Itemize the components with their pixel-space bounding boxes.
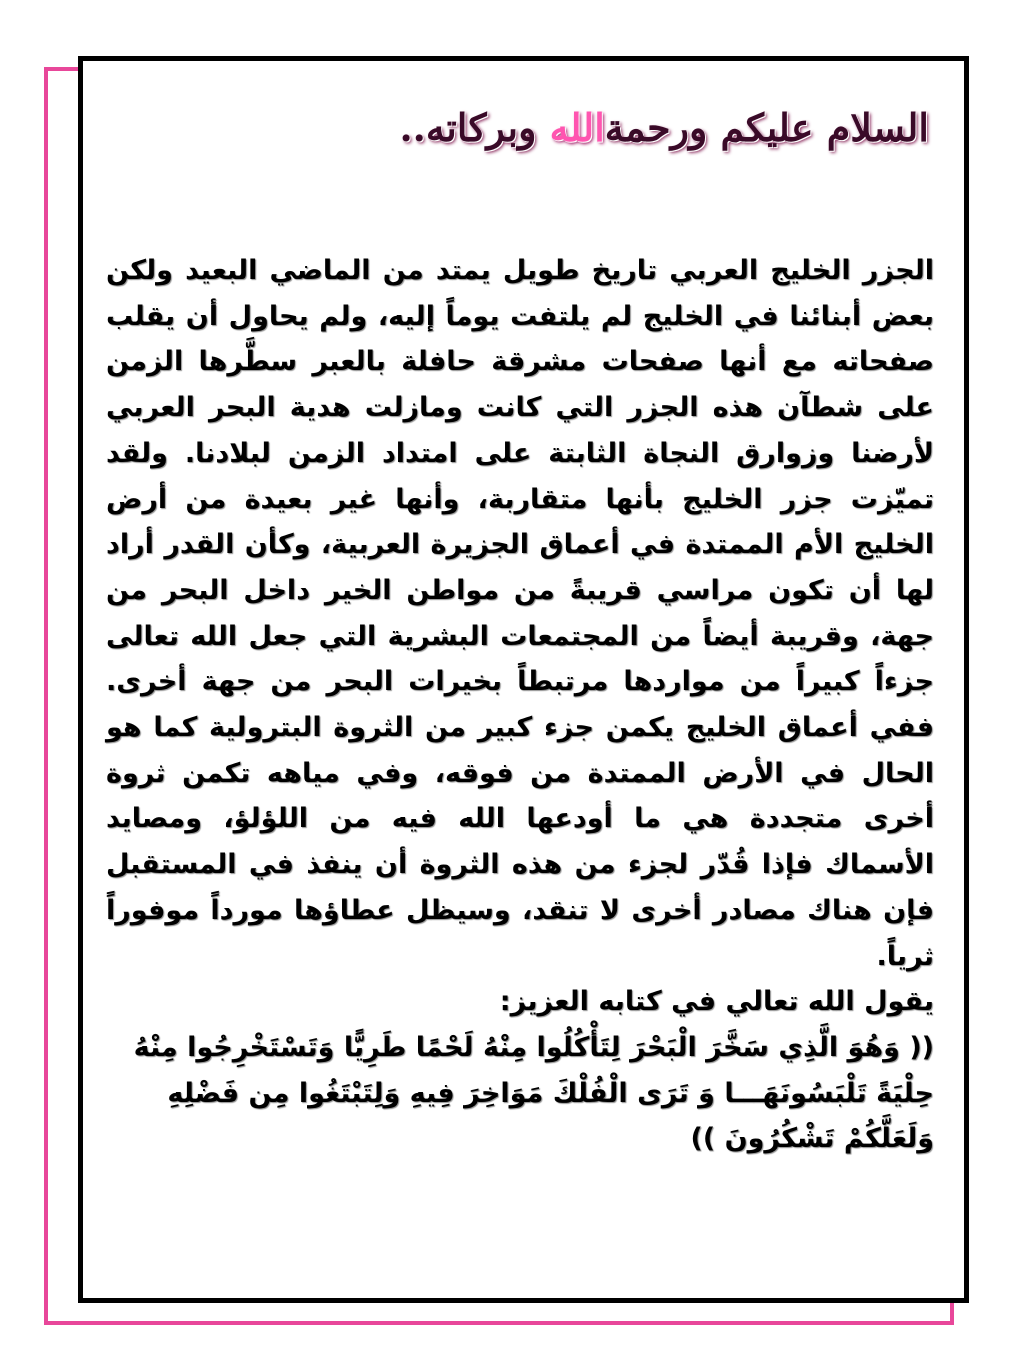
- verse-intro: يقول الله تعالي في كتابه العزيز:: [499, 986, 934, 1018]
- quran-verse: (( وَهُوَ الَّذِي سَخَّرَ الْبَحْرَ لِتَأْكُلُوا مِنْهُ لَحْمًا طَرِيًّا وَتَسْتَخْرِجُوا مِنْهُ حِلْيَةً تَلْبَسُونَهَـــا وَ تَرَى الْفُلْكَ مَوَاخِرَ فِيهِ وَلِتَبْتَغُوا مِن فَضْلِهِ وَلَعَلَّكُمْ تَشْكُرُونَ )): [133, 1031, 934, 1155]
- greeting-highlight: الله: [549, 105, 605, 150]
- article-paragraph: الجزر الخليج العربي تاريخ طويل يمتد من الماضي البعيد ولكن بعض أبنائنا في الخليج لم يلتفت يوماً إليه، ولم يحاول أن يقلب صفحاته مع أنها صفحات مشرقة حافلة بالعبر سطَّرها الزمن على شطآن هذه الجزر التي كانت ومازلت هدية البحر العربي لأرضنا وزوارق النجاة الثابتة على امتداد الزمن لبلادنا. ولقد تميّزت جزر الخليج بأنها متقاربة، وأنها غير بعيدة من أرض الخليج الأم الممتدة في أعماق الجزيرة العربية، وكأن القدر أراد لها أن تكون مراسي قريبةً من مواطن الخير داخل البحر من جهة، وقريبة أيضاً من المجتمعات البشرية التي جعل الله تعالى جزءاً كبيراً من مواردها مرتبطاً بخيرات البحر من جهة أخرى. ففي أعماق الخليج يكمن جزء كبير من الثروة البترولية كما هو الحال في الأرض الممتدة من فوقه، وفي مياهه تكمن ثروة أخرى متجددة هي ما أودعها الله فيه من اللؤلؤ، ومصايد الأسماك فإذا قُدّر لجزء من هذه الثروة أن ينفذ في المستقبل فإن هناك مصادر أخرى لا تنقد، وسيظل عطاؤها مورداً موفوراً ثرياً.: [106, 255, 934, 972]
- greeting-part-1: السلام عليكم ورحمة: [604, 105, 929, 150]
- greeting-part-2: وبركاته..: [399, 105, 537, 150]
- greeting-title: [399, 96, 929, 160]
- article-body: [106, 248, 934, 1162]
